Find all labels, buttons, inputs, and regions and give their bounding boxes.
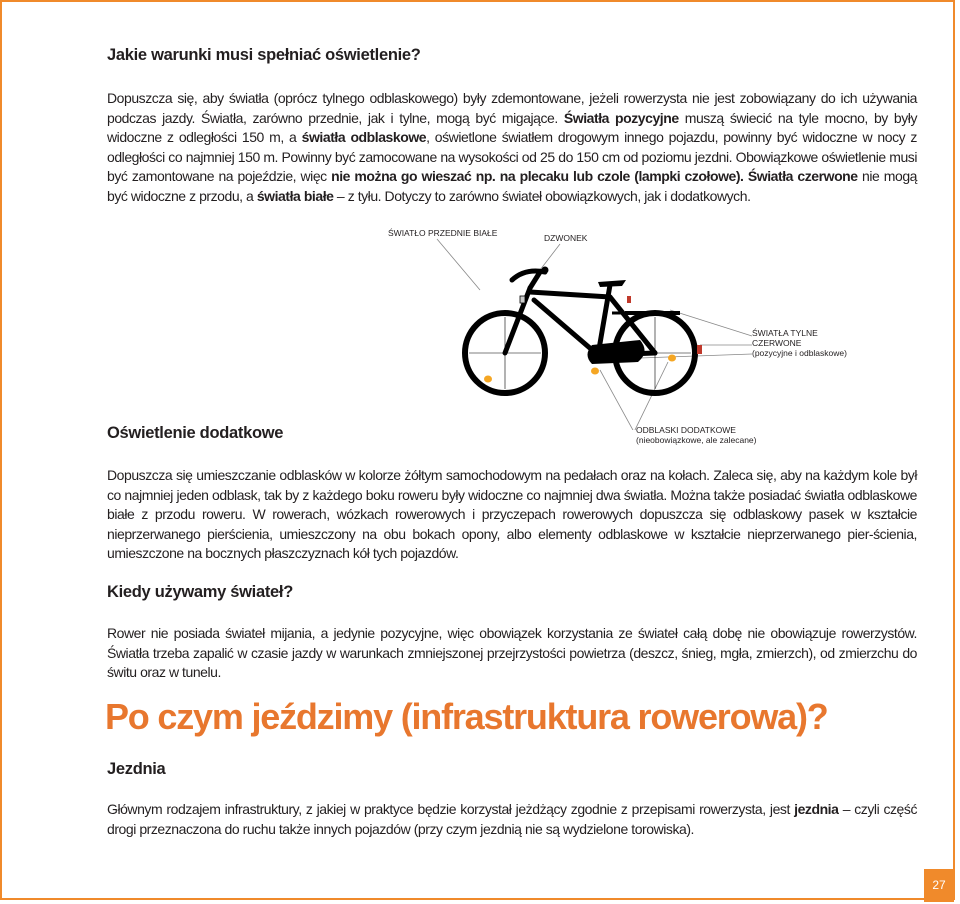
top-tube [530, 292, 610, 297]
leader-line-reflector-1 [600, 370, 634, 430]
reflector-rear-wheel [668, 355, 676, 362]
chapter-title: Po czym jeździmy (infrastruktura rowerowa)? [105, 696, 828, 737]
leader-line-reflector-2 [634, 362, 668, 430]
paragraph-roadway [107, 800, 917, 839]
paragraph-when-lights: Rower nie posiada świateł mijania, a jedynie pozycyjne, więc obowiązek korzystania ze świateł całą dobę nie obowiązuje rowerzystów. Światła trzeba zapalić w czasie jazdy w warunkach zmniejszonej przejrzystości powietrza (deszcz, śnieg, mgła, zmierzch), od zmierzchu do świtu oraz w tunelu. [107, 625, 917, 680]
wheel-spokes [469, 317, 691, 389]
page-number: 27 [924, 869, 954, 902]
bell [542, 267, 549, 274]
reflector-front-wheel [484, 376, 492, 383]
label-rear-lights-line2: CZERWONE [752, 338, 802, 348]
label-rear-lights-line1: ŚWIATŁA TYLNE [752, 328, 818, 338]
bold-run: światła białe [256, 187, 334, 204]
section-heading-extra-lighting: Oświetlenie dodatkowe [107, 424, 284, 442]
paragraph-lighting-requirements [107, 89, 917, 206]
text-run: , oświetlone światłem drogowym innego pojazdu, powinny być widoczne w nocy z odległości co najmniej 150 m. Powinny być zamocowane na wysokości od 25 do 150 cm od poziomu jezdni. Obowiązkowe oświetlenie musi być zamontowane na pojeździe, więc [107, 129, 917, 184]
label-extra-reflectors-line2: (nieobowiązkowe, ale zalecane) [636, 435, 757, 445]
leader-line-bell [540, 244, 560, 270]
text-run: – z tyłu. Dotyczy to zarówno świateł obowiązkowych, jak i dodatkowych. [333, 187, 751, 204]
text-run: muszą świecić na tyle mocno, by były widoczne z odległości 150 m, a [107, 109, 918, 145]
text-run: Głównym rodzajem infrastruktury, z jakiej w praktyce będzie korzystał jeżdżący zgodnie z przepisami rowerzysta, jest [107, 801, 795, 817]
bold-run: światła odblaskowe [301, 129, 427, 145]
saddle [598, 280, 626, 287]
paragraph-extra-lighting: Dopuszcza się umieszczanie odblasków w kolorze żółtym samochodowym na pedałach oraz na kołach. Zaleca się, aby na każdym kole był co najmniej jeden odblask, tak by z każdego boku roweru były widoczne co najmniej dwa światła. Można także posiadać światła odblaskowe białe z przodu roweru. W rowerach, wózkach rowerowych i przyczepach rowerowych dopuszcza się odblaskowy pasek w kształcie nieprzerwanego pierścienia, umieszczony na obu bokach opony, albo elementy odblaskowe w kształcie nieprzerwanego pier-ścienia, umieszczone na bocznych płaszczyznach kół tych pojazdów. [107, 467, 917, 561]
label-front-light: ŚWIATŁO PRZEDNIE BIAŁE [388, 228, 498, 238]
bicycle-illustration [380, 230, 760, 430]
front-light [520, 296, 525, 303]
reflector-pedal [591, 368, 599, 375]
text-run: Dopuszcza się, aby światła (oprócz tylnego odblaskowego) były zdemontowane, jeżeli rowerzysta nie jest zobowiązany do ich używania podczas jazdy. Światła, zarówno przednie, jak i tylne, mogą być migające. [107, 90, 917, 126]
bold-run: Światła pozycyjne [563, 109, 679, 126]
label-rear-lights-line3: (pozycyjne i odblaskowe) [752, 348, 847, 358]
rear-light-fender [697, 345, 702, 354]
text-run: nie mogą być widoczne z przodu, a [107, 168, 918, 204]
section-heading-lighting-requirements: Jakie warunki musi spełniać oświetlenie? [107, 46, 421, 64]
chainguard [588, 340, 645, 364]
stem [530, 272, 540, 288]
section-heading-when-lights: Kiedy używamy świateł? [107, 583, 293, 601]
leader-lines [437, 239, 752, 430]
text-run: – czyli część drogi przeznaczona do ruchu także innych pojazdów (przy czym jezdnią nie są wydzielone torowiska). [107, 801, 917, 837]
leader-line-front [437, 239, 480, 290]
rear-light-saddle [627, 296, 631, 303]
bold-run: nie można go wieszać np. na plecaku lub czole (lampki czołowe). Światła czerwone [331, 168, 858, 184]
label-rear-lights [752, 328, 847, 358]
section-heading-roadway: Jezdnia [107, 760, 166, 778]
label-extra-reflectors-line1: ODBLASKI DODATKOWE [636, 425, 736, 435]
bold-run: jezdnia [794, 801, 839, 817]
label-bell: DZWONEK [544, 233, 588, 243]
